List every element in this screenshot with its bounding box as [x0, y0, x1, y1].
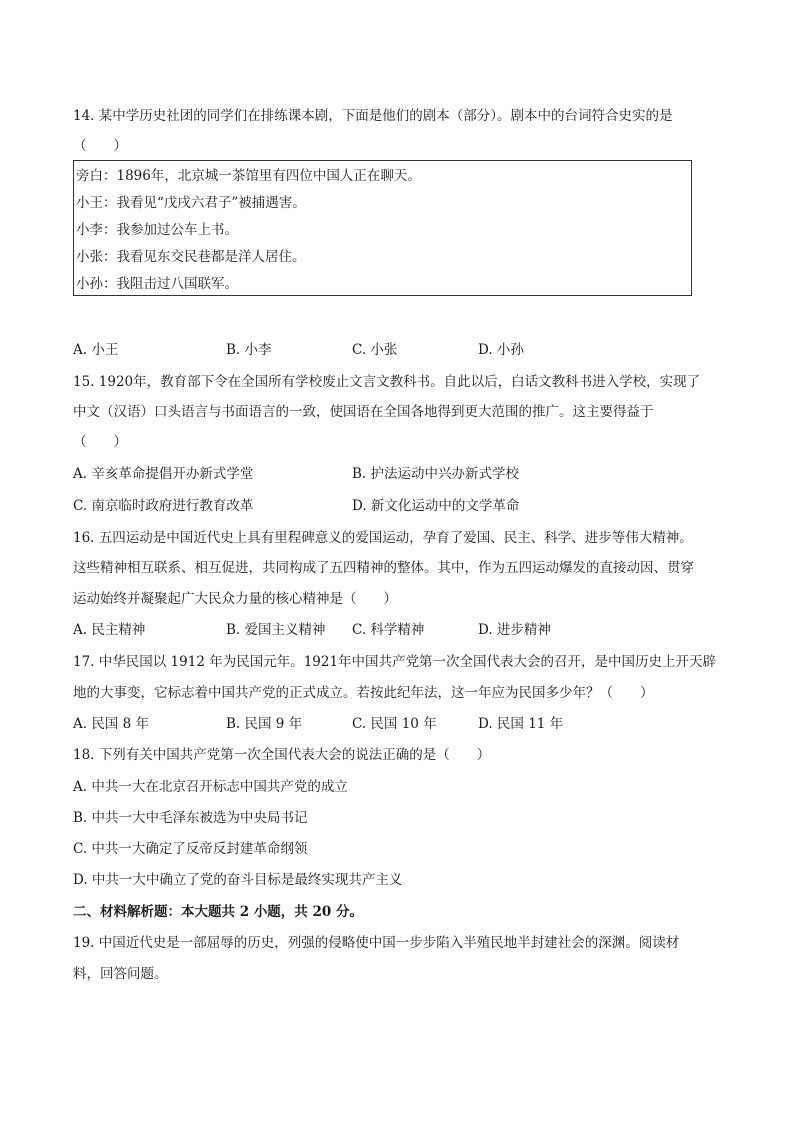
q14-script-line: 小李：我参加过公车上书。 [76, 222, 238, 238]
q14-script-line: 小王：我看见“戊戌六君子”被捕遇害。 [76, 195, 306, 211]
q18-option-b: B. 中共一大中毛泽东被选为中央局书记 [73, 810, 308, 826]
section-heading: 二、材料解析题：本大题共 2 小题，共 20 分。 [73, 904, 363, 920]
q16-stem-line: 运动始终并凝聚起广大民众力量的核心精神是（ ） [73, 591, 397, 607]
q15-option-a: A. 辛亥革命提倡开办新式学堂 [73, 466, 254, 482]
q14-option-b: B. 小李 [226, 342, 272, 358]
q18-option-d: D. 中共一大中确立了党的奋斗目标是最终实现共产主义 [73, 872, 403, 888]
q14-option-c: C. 小张 [352, 342, 398, 358]
q18-option-c: C. 中共一大确定了反帝反封建革命纲领 [73, 841, 308, 857]
q17-stem-line: 17. 中华民国以 1912 年为民国元年。1921年中国共产党第一次全国代表大会的召开，是中国历史上开天辟 [73, 654, 717, 670]
q14-script-line: 旁白：1896年，北京城一茶馆里有四位中国人正在聊天。 [76, 168, 421, 184]
q17-option-d: D. 民国 11 年 [478, 716, 564, 732]
q18-stem: 18. 下列有关中国共产党第一次全国代表大会的说法正确的是（ ） [73, 747, 491, 763]
q15-stem-line: 15. 1920年，教育部下令在全国所有学校废止文言文教科书。自此以后，白话文教科书进入学校，实现了 [73, 374, 701, 390]
q14-stem: 14. 某中学历史社团的同学们在排练课本剧，下面是他们的剧本（部分）。剧本中的台词符合史实的是 [73, 108, 673, 124]
q15-stem-line: （ ） [73, 434, 127, 450]
q14-option-a: A. 小王 [73, 342, 119, 358]
q14-answer-paren: （ ） [73, 138, 127, 154]
q16-option-c: C. 科学精神 [352, 622, 425, 638]
q19-stem-line: 19. 中国近代史是一部屈辱的历史，列强的侵略使中国一步步陷入半殖民地半封建社会的深渊。阅读材 [73, 935, 680, 951]
q18-option-a: A. 中共一大在北京召开标志中国共产党的成立 [73, 779, 348, 795]
q14-option-d: D. 小孙 [478, 342, 524, 358]
q16-stem-line: 16. 五四运动是中国近代史上具有里程碑意义的爱国运动，孕育了爱国、民主、科学、进步等伟大精神。 [73, 530, 693, 546]
q17-option-a: A. 民国 8 年 [73, 716, 150, 732]
q14-script-line: 小张：我看见东交民巷都是洋人居住。 [76, 249, 306, 265]
q15-option-b: B. 护法运动中兴办新式学校 [352, 466, 520, 482]
q15-option-d: D. 新文化运动中的文学革命 [352, 498, 520, 514]
q17-option-c: C. 民国 10 年 [352, 716, 437, 732]
q19-stem-line: 料，回答问题。 [73, 966, 168, 982]
q15-stem-line: 中文（汉语）口头语言与书面语言的一致，使国语在全国各地得到更大范围的推广。这主要得益于 [73, 404, 654, 420]
q15-option-c: C. 南京临时政府进行教育改革 [73, 498, 254, 514]
q16-option-b: B. 爱国主义精神 [226, 622, 326, 638]
q16-option-a: A. 民主精神 [73, 622, 146, 638]
q16-stem-line: 这些精神相互联系、相互促进，共同构成了五四精神的整体。其中，作为五四运动爆发的直接动因、贯穿 [73, 560, 694, 576]
q17-option-b: B. 民国 9 年 [226, 716, 303, 732]
q16-option-d: D. 进步精神 [478, 622, 551, 638]
q14-script-line: 小孙：我阻击过八国联军。 [76, 276, 238, 292]
q14-script-box [73, 160, 692, 296]
q17-stem-line: 地的大事变，它标志着中国共产党的正式成立。若按此纪年法，这一年应为民国多少年？（ ） [73, 685, 654, 701]
